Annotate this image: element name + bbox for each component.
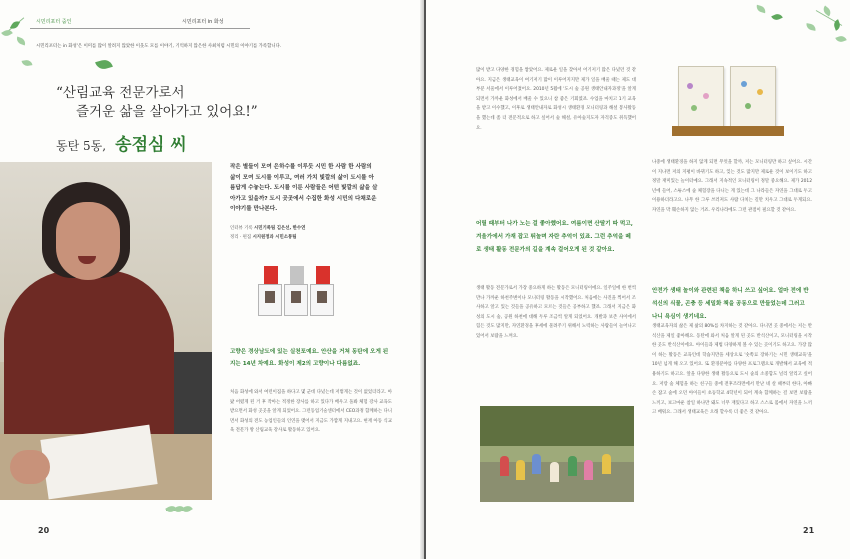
page-number-right: 21 <box>803 526 815 535</box>
lead-paragraph: 작은 별들이 모여 은하수를 이루듯 시민 한 사람 한 사람의 삶이 모여 도시를 이루고, 여러 가치 빛깔의 삶이 도시를 아름답게 수놓는다. 도시를 이룬 사람들은 어떤 빛깔의 삶을 살아가고 있을까? 도시 곳곳에서 수집한 화성 시민의 다채로운 이야기를 만나본다. <box>230 164 378 213</box>
left-highlight: 고향은 경상남도에 있는 실천포예요. 안산을 거쳐 동탄에 오게 된 지는 14년 차예요. 화성이 제2의 고향이나 다름없죠. <box>230 349 389 367</box>
interviewee-main-name: 송점심 씨 <box>115 135 187 155</box>
credits <box>230 224 390 242</box>
portrait-photo <box>0 162 212 500</box>
interviewee-dept: 동탄 5동, <box>56 139 107 153</box>
right-body-1: 생태 활동 전문가로서 가장 중요하게 하는 활동은 모니터링이에요. 일주일에 한 번씩 만나 가까운 하천주변이나 모니터링 활동을 시작했어요. 처음에는 사진을 찍어서 조사하고 알고 있는 것들을 공유하고 모르는 것들은 공부하고 했죠. 그래서 지금은 화성의 도시 숲, 공원 하천에 대해 두루 조금씩 알게 되었어요. 개발과 보존 사이에서 힘든 것도 많지만, 자연환경을 후세에 물려주기 위해서 노력하는 사람들이 늘어나고 있어서 보람을 느껴요. <box>476 286 636 339</box>
credit-photo: 시지원정과 시민소통팀 <box>252 235 297 240</box>
intro-text: 시민리포터는 in 화성'은 이미를 많이 알려지 않았한 이웃도 모를 이야기, 기억하지 않은한 사최처럼 시민의 이야기를 가록합니다. <box>36 44 282 49</box>
credit-photo-label: 정리 · 편집 <box>230 235 252 240</box>
credit-reporter-label: 인터뷰 기록 <box>230 226 253 231</box>
right-highlight-2: 안전가 생태 놀이와 관련된 책을 하니 쓰고 싶어요. 얼마 전에 반석신의 식물, 곤충 등 세밀화 책을 공동으로 만들었는데 그러고 나니 욕심이 생기네요. <box>652 288 809 320</box>
page-number-left: 20 <box>38 526 50 535</box>
section-label: 시민리포터 줌인 <box>36 19 72 25</box>
book-covers-photo <box>672 66 784 136</box>
left-page <box>0 0 424 559</box>
right-body-2: 생태교육자의 삶은 제 삶의 80%를 차지하는 것 같아요. 다니면 곳 중에서는 저는 반석산을 제일 좋아해요. 동탄에 와서 처음 알게 된 곳도 반석산이고, 모니터링을 시작한 곳도 반석산이에요. 아이들과 제법 다양하게 볼 수 있는 곳이기도 하고요. 가장 많이 하는 활동은 교육인데 학습지만을 세상으로 '숫쪽료 장하기는 시민 생태교육'을 10년 넘게 해 오고 있어요. 또 환경분야를 다양한 프로그램으로 개발해서 교육에 적용하기도 하고요. 앞을 다양한 생태 활동으로 도시 숲의 소중함도 널리 알리고 싶어요. 저랑 숲 체험을 하는 친구들 중에 전후조라면에서 만난 네 살 때부터 한다, 아빠손 잡고 숲에 오던 아이들이 초등학교 4학년이 되어 계속 함께하는 걸 보면 보람을 느끼고, 보고마운 참일 하나만 돼도 너무 재밌다고 하고 스스로 몸에서 자연을 느끼고 배워요. 그래서 생태교육은 오래 할수록 더 좋은 것 같아요. <box>652 324 812 416</box>
credit-reporter: 시민기록팀 김은선, 한수연 <box>254 226 306 231</box>
right-body-top: 많이 받고 다양한 경험을 쌓았어요. 제로운 일을 찾아서 어기저기 많은 다녔던 것 같아요. 지금은 생태교육이 여기저기 많이 이루어지지만 제가 일을 배울 때는 제도 대부분 서울에서 이루어졌어요. 2010년 5월에 '도시 숲 공원 생태안내자과정'을 알게되면서 가까운 화성에서 배울 수 있으니 참 좋은 기회였죠. 수업을 마치고 1기 교육을 받고 이수했고, 이후로 생태안내자로 화성시 생태환경 모니터링과 해설 봉사활동을 했는데 좀 더 전문적으로 하고 싶어서 숲 해설, 유아숲지도자 자격증도 취득했어요. <box>476 68 636 131</box>
interviewee-name <box>56 130 187 155</box>
id-badges-photo <box>256 266 342 332</box>
children-forest-photo <box>480 406 634 502</box>
header-rule <box>30 28 250 29</box>
right-highlight-1: 어릴 때부터 나가 노는 걸 좋아했어요. 여름이면 산딸기 따 먹고, 겨울가에서 가재 잡고 뛰놀며 자란 추억이 있죠. 그런 추억을 떼로 생태 활동 전문가의 길을 계속 걸어오게 된 것 같아요. <box>476 221 633 253</box>
running-header: 시민리포터 in 화성 <box>182 19 224 25</box>
right-body-mid: 나중에 생태환경을 하지 않게 되면 무엇을 할까, 저는 모니터링만 하고 싶어요. 시간이 지나면 저의 지평이 바뀌기도 하고, 잊는 것도 많지만 제로운 것이 보이기도 하고 정말 재미있는 놀이터예요. 그래서 지속적인 모니터링이 정말 중요해요. 제가 2012년에 들어, 스튜스에 숲 체험장을 다니는 게 있는데 그 나라들은 자연을 그대로 두고 이용하더라고요. 나무 한 그루 쓰러져도 사람 다치는 길만 치우고 그대로 두게되요. 자연을 막 훼손하지 않는 거죠. 우리나라에도 그런 관점이 필요할 것 같아요. <box>652 160 812 213</box>
quote-line-2: 즐거운 삶을 살아가고 있어요!” <box>76 104 258 120</box>
right-page <box>426 0 850 559</box>
left-body-text: 처음 화성에 와서 여런이집을 하다고 몇 군데 다녔는데 저렇게는 것이 없었더라고. 아팠 어렸게 된 거 후 작아는 적정한 장사를 하고 있다가 배우고 돌봐 체험 강사 교육도 받으면서 화성 곳곳을 알게 되었어요. 그런동업기술센터에서 CEO과정 함께하는 다니면서 화성의 전도 농업인들의 인연을 맺어서 지금도 가깝게 지내고요. 현재 아동 식교육 전문가 방 산림교육 강사로 활동하고 있어요. <box>230 390 392 434</box>
headline-quote <box>56 84 258 122</box>
quote-line-1: “산림교육 전문가로서 <box>56 85 185 101</box>
